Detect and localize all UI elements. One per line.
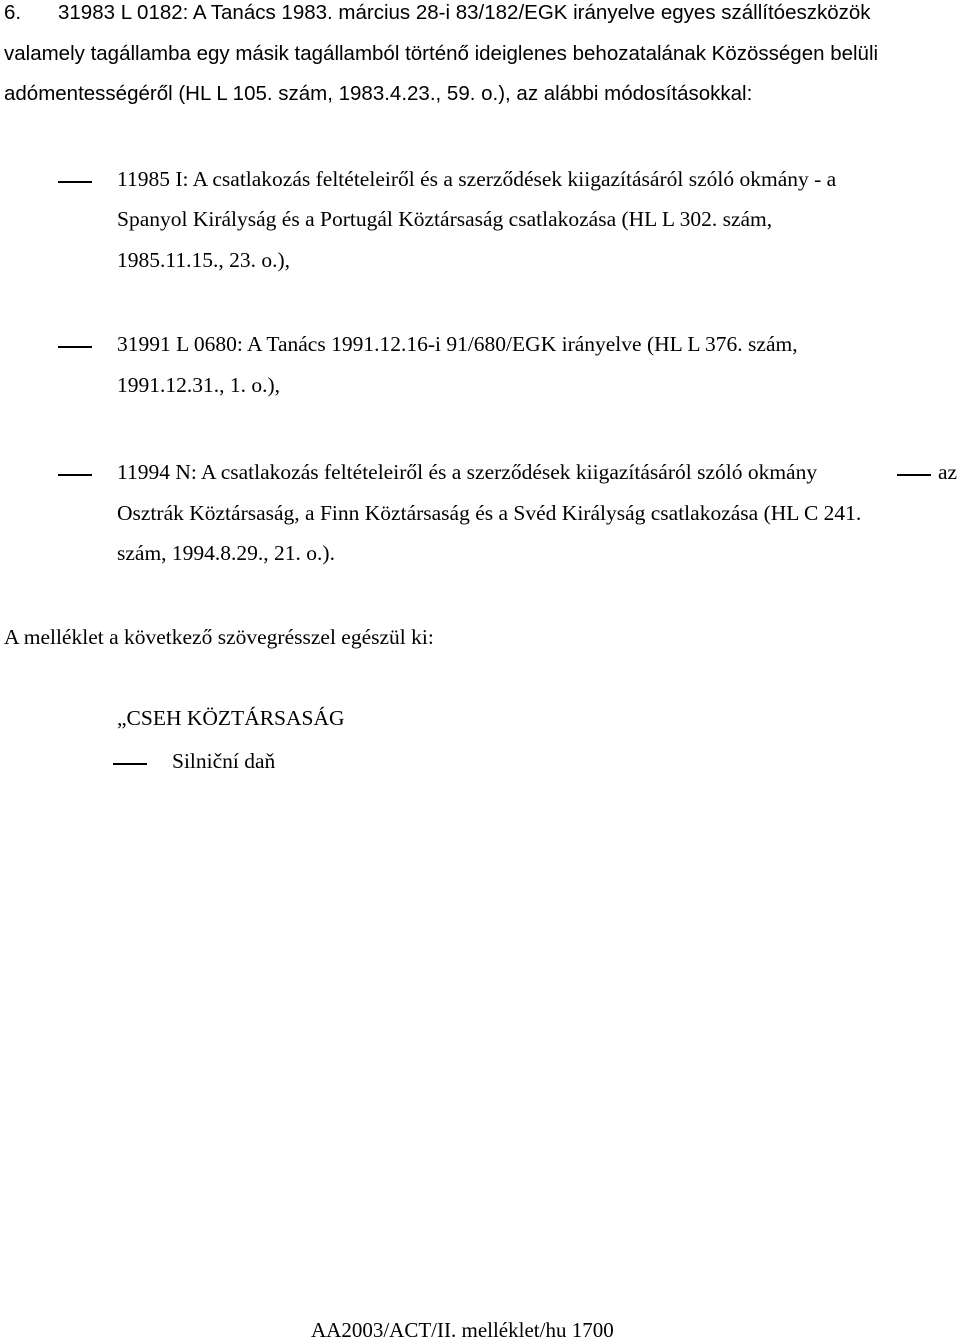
em-dash-bullet bbox=[58, 346, 92, 348]
amendment-3-line-3: szám, 1994.8.29., 21. o.). bbox=[117, 541, 335, 565]
amendment-2-line-2: 1991.12.31., 1. o.), bbox=[117, 373, 281, 397]
item-6-line-1: 31983 L 0182: A Tanács 1983. március 28-i 83/182/EGK irányelve egyes szállítóeszközök bbox=[58, 1, 871, 24]
annex-intro: A melléklet a következő szövegrésszel egészül ki: bbox=[4, 625, 434, 649]
item-6-line-3: adómentességéről (HL L 105. szám, 1983.4.23., 59. o.), az alábbi módosításokkal: bbox=[4, 82, 753, 105]
em-dash-bullet bbox=[113, 763, 147, 765]
em-dash-bullet bbox=[58, 474, 92, 476]
amendment-3-line-1-trailing: az bbox=[938, 460, 958, 484]
em-dash-inline bbox=[897, 474, 931, 476]
country-heading: „CSEH KÖZTÁRSASÁG bbox=[117, 706, 345, 730]
amendment-3-line-1: 11994 N: A csatlakozás feltételeiről és a szerződések kiigazításáról szóló okmány bbox=[117, 460, 818, 484]
page-footer: AA2003/ACT/II. melléklet/hu 1700 bbox=[311, 1318, 614, 1342]
amendment-2-line-1: 31991 L 0680: A Tanács 1991.12.16-i 91/680/EGK irányelve (HL L 376. szám, bbox=[117, 332, 798, 356]
tax-name: Silniční daň bbox=[172, 749, 276, 773]
amendment-1-line-1: 11985 I: A csatlakozás feltételeiről és a szerződések kiigazításáról szóló okmány - a bbox=[117, 167, 837, 191]
amendment-3-line-2: Osztrák Köztársaság, a Finn Köztársaság és a Svéd Királyság csatlakozása (HL C 241. bbox=[117, 501, 862, 525]
item-6-line-2: valamely tagállamba egy másik tagállamból történő ideiglenes behozatalának Közösségen belüli bbox=[4, 42, 879, 65]
amendment-1-line-2: Spanyol Királyság és a Portugál Köztársaság csatlakozása (HL L 302. szám, bbox=[117, 207, 773, 231]
item-6-number: 6. bbox=[4, 1, 22, 24]
amendment-1-line-3: 1985.11.15., 23. o.), bbox=[117, 248, 290, 272]
em-dash-bullet bbox=[58, 181, 92, 183]
